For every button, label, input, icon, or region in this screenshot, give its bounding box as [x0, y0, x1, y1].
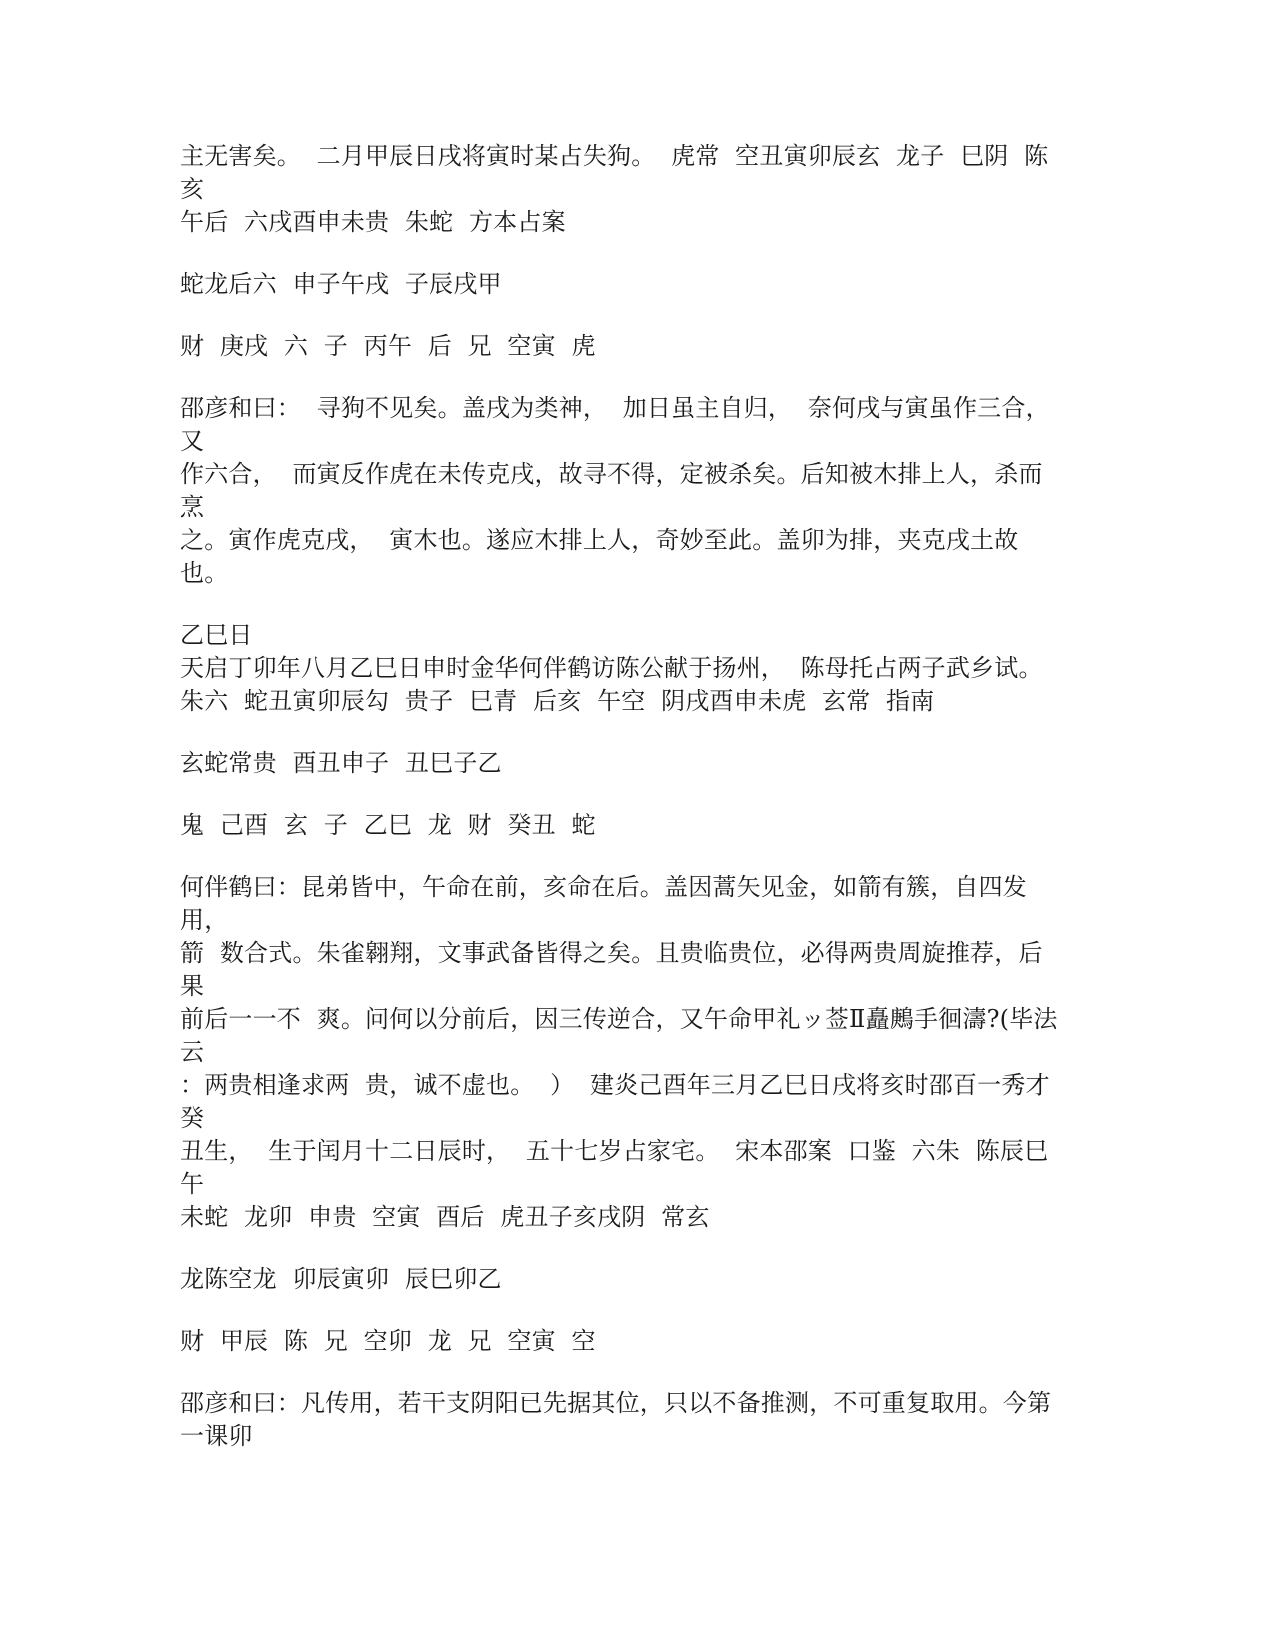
commentary-line-9: 未蛇 龙卯 申贵 空寅 酉后 虎丑子亥戌阴 常玄	[180, 1203, 710, 1231]
three-transmissions-line-3: 财 甲辰 陈 兄 空卯 龙 兄 空寅 空	[180, 1327, 596, 1355]
case-intro-line-3: 天启丁卯年八月乙巳日申时金华何伴鹤访陈公献于扬州， 陈母托占两子武乡试。	[180, 654, 1043, 682]
three-transmissions-line: 财 庚戌 六 子 丙午 后 兄 空寅 虎	[180, 332, 596, 360]
case-intro-line-2: 午后 六戌酉申未贵 朱蛇 方本占案	[180, 208, 566, 236]
commentary-line-10: 邵彦和曰：凡传用，若干支阴阳已先据其位，只以不备推测，不可重复取用。今第	[180, 1389, 1052, 1417]
commentary-line-8: 丑生， 生于闰月十二日辰时， 五十七岁占家宅。 宋本邵案 口鉴 六朱 陈辰巳午	[180, 1137, 1049, 1198]
case-intro-line-4: 朱六 蛇丑寅卯辰勾 贵子 巳青 后亥 午空 阴戌酉申未虎 玄常 指南	[180, 687, 935, 715]
case-intro-line-1: 主无害矣。 二月甲辰日戌将寅时某占失狗。 虎常 空丑寅卯辰玄 龙子 巳阴 陈亥	[180, 142, 1049, 203]
four-lessons-line-2: 玄蛇常贵 酉丑申子 丑巳子乙	[180, 749, 502, 777]
four-lessons-line-3: 龙陈空龙 卯辰寅卯 辰巳卯乙	[180, 1265, 502, 1293]
commentary-line-11: 一课卯	[180, 1422, 253, 1450]
section-heading: 乙巳日	[180, 621, 253, 649]
commentary-line-4: 何伴鹤曰：昆弟皆中，午命在前，亥命在后。盖因蒿矢见金，如箭有簇，自四发用，	[180, 873, 1027, 934]
commentary-line-7: ：两贵相逢求两 贵，诚不虚也。 ） 建炎己酉年三月乙巳日戌将亥时邵百一秀才癸	[180, 1071, 1050, 1132]
four-lessons-line: 蛇龙后六 申子午戌 子辰戌甲	[180, 270, 502, 298]
commentary-line-1: 邵彦和曰： 寻狗不见矣。盖戌为类神， 加日虽主自归， 奈何戌与寅虽作三合，又	[180, 394, 1050, 455]
commentary-line-5: 箭 数合式。朱雀翱翔，文事武备皆得之矣。且贵临贵位，必得两贵周旋推荐，后果	[180, 939, 1043, 1000]
three-transmissions-line-2: 鬼 己酉 玄 子 乙巳 龙 财 癸丑 蛇	[180, 811, 596, 839]
commentary-line-6: 前后一一不 爽。问何以分前后，因三传逆合，又午命甲礼ッ莶Ⅱ矗鶊手徊濤?(毕法云	[180, 1005, 1058, 1066]
commentary-line-2: 作六合， 而寅反作虎在未传克戌，故寻不得，定被杀矣。后知被木排上人，杀而烹	[180, 460, 1043, 521]
document-page	[180, 140, 1060, 1453]
commentary-line-3: 之。寅作虎克戌， 寅木也。遂应木排上人，奇妙至此。盖卯为排，夹克戌土故也。	[180, 526, 1019, 587]
